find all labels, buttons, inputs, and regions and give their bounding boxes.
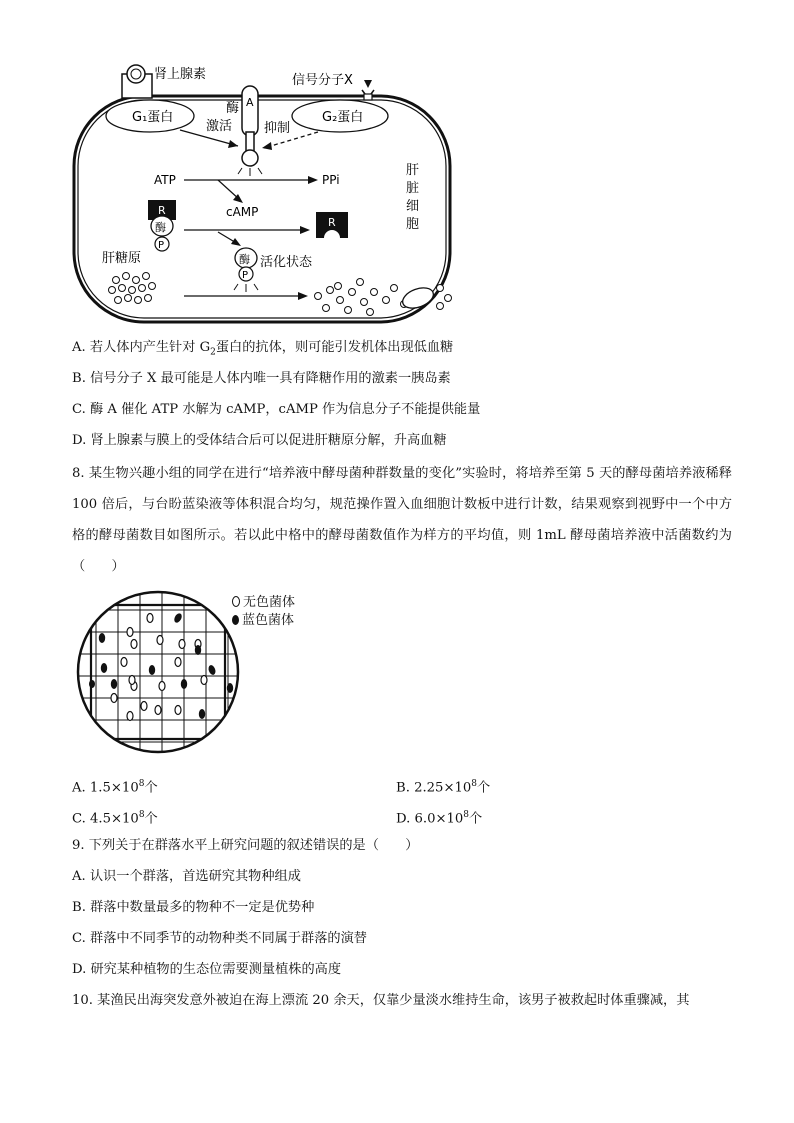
signal-x-receptor <box>362 80 374 100</box>
liver-cell-diagram <box>68 60 468 330</box>
q8-option-c-text: C. 4.5×10 <box>72 811 139 827</box>
q8-option-d-exp: 8 <box>463 810 470 820</box>
signal-x-label: 信号分子X <box>292 73 353 88</box>
glycogen-label: 肝糖原 <box>102 251 142 266</box>
extracellular-glucose <box>437 285 452 310</box>
camp-label: cAMP <box>226 205 259 219</box>
liver-cell-char-1: 肝 <box>406 163 420 178</box>
q7-option-a-post: 蛋白的抗体，则可能引发机体出现低血糖 <box>215 340 454 355</box>
colorless-cell-icon <box>232 596 240 607</box>
counting-grid <box>74 588 244 758</box>
enzyme-a-label-2: A <box>246 96 254 109</box>
q8-option-a-text: A. 1.5×10 <box>72 780 139 796</box>
ppi-label: PPi <box>322 173 340 187</box>
blue-cell-icon <box>232 615 239 625</box>
q9-option-a: A. 认识一个群落，首选研究其物种组成 <box>72 869 301 884</box>
colorless-cells <box>111 614 207 721</box>
q8-option-d-unit: 个 <box>469 811 483 827</box>
q8-option-b-unit: 个 <box>477 780 491 796</box>
q9-option-b: B. 群落中数量最多的物种不一定是优势种 <box>72 900 315 915</box>
q9-option-d: D. 研究某种植物的生态位需要测量植株的高度 <box>72 962 342 977</box>
q7-option-c: C. 酶 A 催化 ATP 水解为 cAMP，cAMP 作为信息分子不能提供能量 <box>72 402 481 417</box>
q8-option-d <box>396 805 482 829</box>
liver-cell-char-3: 细 <box>406 199 420 214</box>
enzyme2-label: 酶 <box>239 253 250 266</box>
liver-cell-char-2: 脏 <box>406 181 420 196</box>
legend-blue <box>232 612 295 630</box>
q8-option-a-unit: 个 <box>144 780 158 796</box>
q9-option-c: C. 群落中不同季节的动物种类不同属于群落的演替 <box>72 931 367 946</box>
r2-label: R <box>328 216 336 229</box>
g2-label: G₂蛋白 <box>322 110 364 125</box>
q7-option-a <box>72 338 453 363</box>
hemocytometer-legend <box>232 594 295 630</box>
q7-option-b: B. 信号分子 X 最可能是人体内唯一具有降糖作用的激素一胰岛素 <box>72 371 451 386</box>
g1-label: G₁蛋白 <box>132 110 174 125</box>
legend-blue-label: 蓝色菌体 <box>242 613 295 628</box>
q8-option-b-text: B. 2.25×10 <box>396 780 472 796</box>
q7-option-d: D. 肾上腺素与膜上的受体结合后可以促进肝糖原分解，升高血糖 <box>72 433 447 448</box>
legend-colorless-label: 无色菌体 <box>243 595 296 610</box>
glucose-molecules <box>315 279 408 316</box>
q9-stem: 9. 下列关于在群落水平上研究问题的叙述错误的是（ ） <box>72 838 419 853</box>
legend-colorless <box>232 594 295 612</box>
adrenaline-receptor <box>122 65 152 98</box>
activate-label: 激活 <box>206 119 233 134</box>
r1-label: R <box>158 204 166 217</box>
adrenaline-label: 肾上腺素 <box>154 67 207 82</box>
q8-option-d-text: D. 6.0×10 <box>396 811 464 827</box>
glycogen-granules <box>109 273 156 304</box>
q8-option-c <box>72 805 158 829</box>
q8-option-b <box>396 774 490 798</box>
liver-cell-char-4: 胞 <box>406 217 420 232</box>
q10-stem: 10. 某渔民出海突发意外被迫在海上漂流 20 余天，仅靠少量淡水维持生命，该男子被救起时体重骤减，其 <box>72 993 690 1008</box>
q7-option-a-sub: 2 <box>210 347 216 358</box>
liver-cell-label <box>406 163 419 232</box>
cell-membrane-inner <box>78 100 446 318</box>
q8-option-c-unit: 个 <box>144 811 158 827</box>
p2-label: P <box>242 270 249 281</box>
q8-option-a-exp: 8 <box>138 779 145 789</box>
atp-label: ATP <box>154 173 176 187</box>
q8-stem: 8. 某生物兴趣小组的同学在进行“培养液中酵母菌种群数量的变化”实验时，将培养至第 5 天的酵母菌培养液稀释 100 倍后，与台盼蓝染液等体积混合均匀，规范操作置入血细胞计数板中进行计数，结果观察到视野中一个中方格的酵母菌数目如图所示。若以此中格中的酵母菌数值作为样方的平均值，则 1mL 酵母菌培养液中活菌数约为（ ） <box>72 466 732 574</box>
q8-option-c-exp: 8 <box>138 810 145 820</box>
q8-option-b-exp: 8 <box>471 779 478 789</box>
blue-cells <box>89 612 233 719</box>
q7-option-a-pre: A. 若人体内产生针对 G <box>72 340 211 355</box>
active-state-label: 活化状态 <box>260 255 313 270</box>
hemocytometer-figure <box>74 588 244 758</box>
enzyme-label: 酶 <box>155 221 166 234</box>
p-label: P <box>158 240 165 251</box>
q8-option-a <box>72 774 158 798</box>
enzyme-a-label-1: 酶 <box>226 101 240 116</box>
inhibit-label: 抑制 <box>264 121 291 136</box>
